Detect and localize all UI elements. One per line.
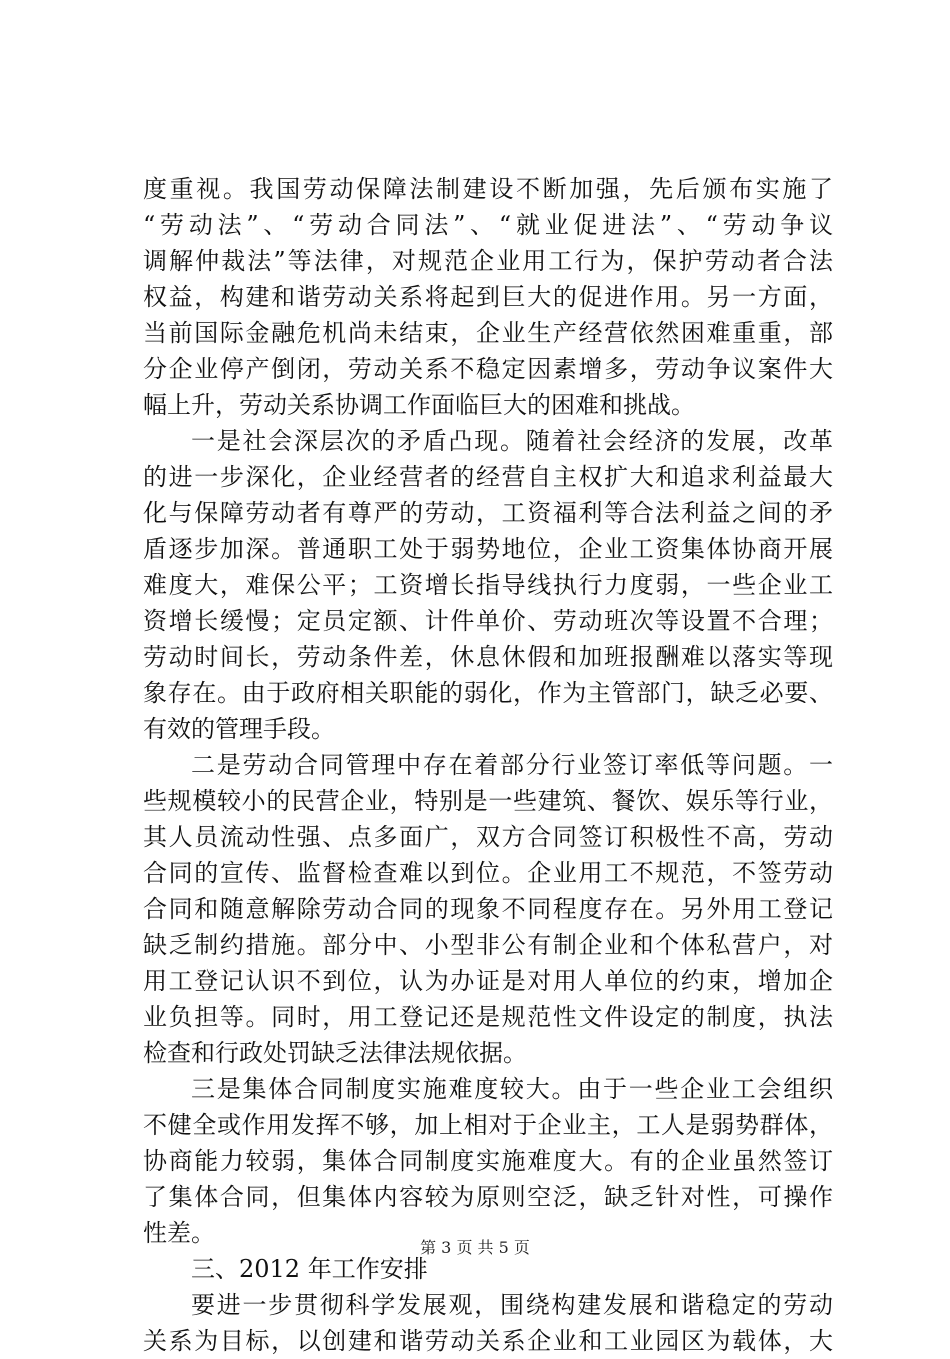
- text-line: “劳动法”、“劳动合同法”、“就业促进法”、“劳动争议: [143, 211, 833, 239]
- paragraph-first-line: 二是劳动合同管理中存在着部分行业签订率低等问题。一: [191, 751, 833, 779]
- text-line: 资增长缓慢；定员定额、计件单价、劳动班次等设置不合理；: [143, 607, 833, 635]
- text-line: 有效的管理手段。: [143, 715, 335, 743]
- body-text: [143, 171, 833, 1359]
- text-line: 性差。: [143, 1219, 215, 1247]
- text-line: 调解仲裁法”等法律，对规范企业用工行为，保护劳动者合法: [143, 247, 833, 275]
- paragraph-first-line: 要进一步贯彻科学发展观，围绕构建发展和谐稳定的劳动: [191, 1291, 833, 1319]
- text-line: 盾逐步加深。普通职工处于弱势地位，企业工资集体协商开展: [143, 535, 833, 563]
- text-line: 用工登记认识不到位，认为办证是对用人单位的约束，增加企: [143, 967, 833, 995]
- text-line: 检查和行政处罚缺乏法律法规依据。: [143, 1039, 527, 1067]
- text-line: 难度大，难保公平；工资增长指导线执行力度弱，一些企业工: [143, 571, 833, 599]
- text-line: 其人员流动性强、点多面广，双方合同签订积极性不高，劳动: [143, 823, 833, 851]
- text-line: 幅上升，劳动关系协调工作面临巨大的困难和挑战。: [143, 391, 695, 419]
- text-line: 不健全或作用发挥不够，加上相对于企业主，工人是弱势群体，: [143, 1111, 833, 1139]
- text-line: 当前国际金融危机尚未结束，企业生产经营依然困难重重，部: [143, 319, 833, 347]
- text-line: 了集体合同，但集体内容较为原则空泛，缺乏针对性，可操作: [143, 1183, 833, 1211]
- text-line: 缺乏制约措施。部分中、小型非公有制企业和个体私营户，对: [143, 931, 833, 959]
- text-line: 协商能力较弱，集体合同制度实施难度大。有的企业虽然签订: [143, 1147, 833, 1175]
- text-line: 些规模较小的民营企业，特别是一些建筑、餐饮、娱乐等行业，: [143, 787, 833, 815]
- text-line: 权益，构建和谐劳动关系将起到巨大的促进作用。另一方面，: [143, 283, 833, 311]
- text-line: 合同和随意解除劳动合同的现象不同程度存在。另外用工登记: [143, 895, 833, 923]
- paragraph-first-line: 三是集体合同制度实施难度较大。由于一些企业工会组织: [191, 1075, 833, 1103]
- text-line: 关系为目标，以创建和谐劳动关系企业和工业园区为载体，大: [143, 1327, 833, 1355]
- text-line: 合同的宣传、监督检查难以到位。企业用工不规范，不签劳动: [143, 859, 833, 887]
- text-line: 化与保障劳动者有尊严的劳动，工资福利等合法利益之间的矛: [143, 499, 833, 527]
- text-line: 象存在。由于政府相关职能的弱化，作为主管部门，缺乏必要、: [143, 679, 833, 707]
- section-heading: 三、2012 年工作安排: [191, 1255, 428, 1283]
- text-line: 的进一步深化，企业经营者的经营自主权扩大和追求利益最大: [143, 463, 833, 491]
- paragraph-first-line: 一是社会深层次的矛盾凸现。随着社会经济的发展，改革: [191, 427, 833, 455]
- text-line: 业负担等。同时，用工登记还是规范性文件设定的制度，执法: [143, 1003, 833, 1031]
- page-number-footer: 第 3 页 共 5 页: [420, 1238, 530, 1257]
- text-line: 度重视。我国劳动保障法制建设不断加强，先后颁布实施了: [143, 175, 833, 203]
- text-line: 分企业停产倒闭，劳动关系不稳定因素增多，劳动争议案件大: [143, 355, 833, 383]
- text-line: 劳动时间长，劳动条件差，休息休假和加班报酬难以落实等现: [143, 643, 833, 671]
